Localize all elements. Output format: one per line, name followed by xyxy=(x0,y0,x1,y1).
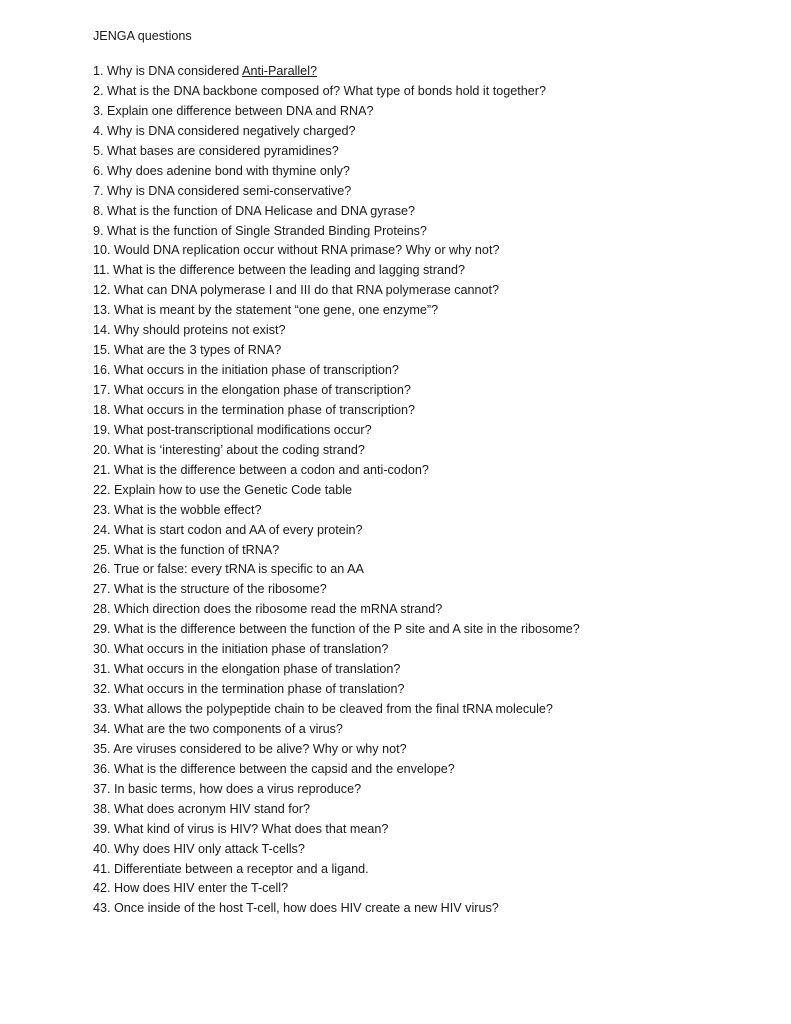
question-1-underlined-term: Anti-Parallel? xyxy=(242,64,317,78)
question-item: 35. Are viruses considered to be alive? Why or why not? xyxy=(93,741,407,756)
question-item: 26. True or false: every tRNA is specific to an AA xyxy=(93,562,364,577)
question-item: 7. Why is DNA considered semi-conservative? xyxy=(93,183,352,198)
question-item: 40. Why does HIV only attack T-cells? xyxy=(93,841,305,856)
question-item: 39. What kind of virus is HIV? What does that mean? xyxy=(93,821,389,836)
question-item: 23. What is the wobble effect? xyxy=(93,502,262,517)
question-item: 24. What is start codon and AA of every protein? xyxy=(93,522,363,537)
question-item: 14. Why should proteins not exist? xyxy=(93,323,286,338)
question-item: 15. What are the 3 types of RNA? xyxy=(93,343,282,358)
question-item: 42. How does HIV enter the T-cell? xyxy=(93,881,289,896)
question-item: 21. What is the difference between a codon and anti-codon? xyxy=(93,462,429,477)
question-list xyxy=(93,62,580,919)
question-item: 33. What allows the polypeptide chain to be cleaved from the final tRNA molecule? xyxy=(93,702,553,716)
question-item: 30. What occurs in the initiation phase of translation? xyxy=(93,642,389,657)
question-item: 11. What is the difference between the leading and lagging strand? xyxy=(93,263,466,278)
question-item: 38. What does acronym HIV stand for? xyxy=(93,801,310,816)
question-item: 12. What can DNA polymerase I and III do that RNA polymerase cannot? xyxy=(93,283,500,298)
question-item: 4. Why is DNA considered negatively charged? xyxy=(93,123,356,138)
question-item: 3. Explain one difference between DNA and RNA? xyxy=(93,103,374,118)
document-title: JENGA questions xyxy=(93,29,192,43)
question-item: 18. What occurs in the termination phase of transcription? xyxy=(93,402,416,417)
question-item: 41. Differentiate between a receptor and a ligand. xyxy=(93,861,369,876)
question-item: 28. Which direction does the ribosome read the mRNA strand? xyxy=(93,602,443,617)
question-item: 37. In basic terms, how does a virus reproduce? xyxy=(93,781,362,796)
question-item: 36. What is the difference between the capsid and the envelope? xyxy=(93,761,455,776)
question-item: 34. What are the two components of a virus? xyxy=(93,721,343,736)
question-item: 10. Would DNA replication occur without RNA primase? Why or why not? xyxy=(93,243,500,258)
question-item: 20. What is ‘interesting’ about the coding strand? xyxy=(93,442,365,457)
question-item: 17. What occurs in the elongation phase of transcription? xyxy=(93,383,411,397)
question-item: 2. What is the DNA backbone composed of? What type of bonds hold it together? xyxy=(93,83,546,98)
question-item: 19. What post-transcriptional modifications occur? xyxy=(93,422,372,437)
question-item: 27. What is the structure of the ribosome? xyxy=(93,582,327,597)
question-item-1 xyxy=(93,62,580,82)
question-item: 13. What is meant by the statement “one gene, one enzyme”? xyxy=(93,303,439,318)
question-item: 25. What is the function of tRNA? xyxy=(93,542,280,557)
question-item: 29. What is the difference between the function of the P site and A site in the ribosome? xyxy=(93,622,580,637)
question-item: 6. Why does adenine bond with thymine only? xyxy=(93,163,350,178)
question-item: 22. Explain how to use the Genetic Code table xyxy=(93,482,353,497)
question-item: 16. What occurs in the initiation phase of transcription? xyxy=(93,363,399,378)
question-item: 5. What bases are considered pyramidines? xyxy=(93,143,339,158)
question-item: 32. What occurs in the termination phase of translation? xyxy=(93,682,405,697)
question-item: 9. What is the function of Single Stranded Binding Proteins? xyxy=(93,223,427,238)
question-item: 43. Once inside of the host T-cell, how does HIV create a new HIV virus? xyxy=(93,901,499,916)
question-1-prefix: 1. Why is DNA considered xyxy=(93,64,243,78)
question-item: 8. What is the function of DNA Helicase and DNA gyrase? xyxy=(93,203,416,218)
question-item: 31. What occurs in the elongation phase of translation? xyxy=(93,662,401,677)
